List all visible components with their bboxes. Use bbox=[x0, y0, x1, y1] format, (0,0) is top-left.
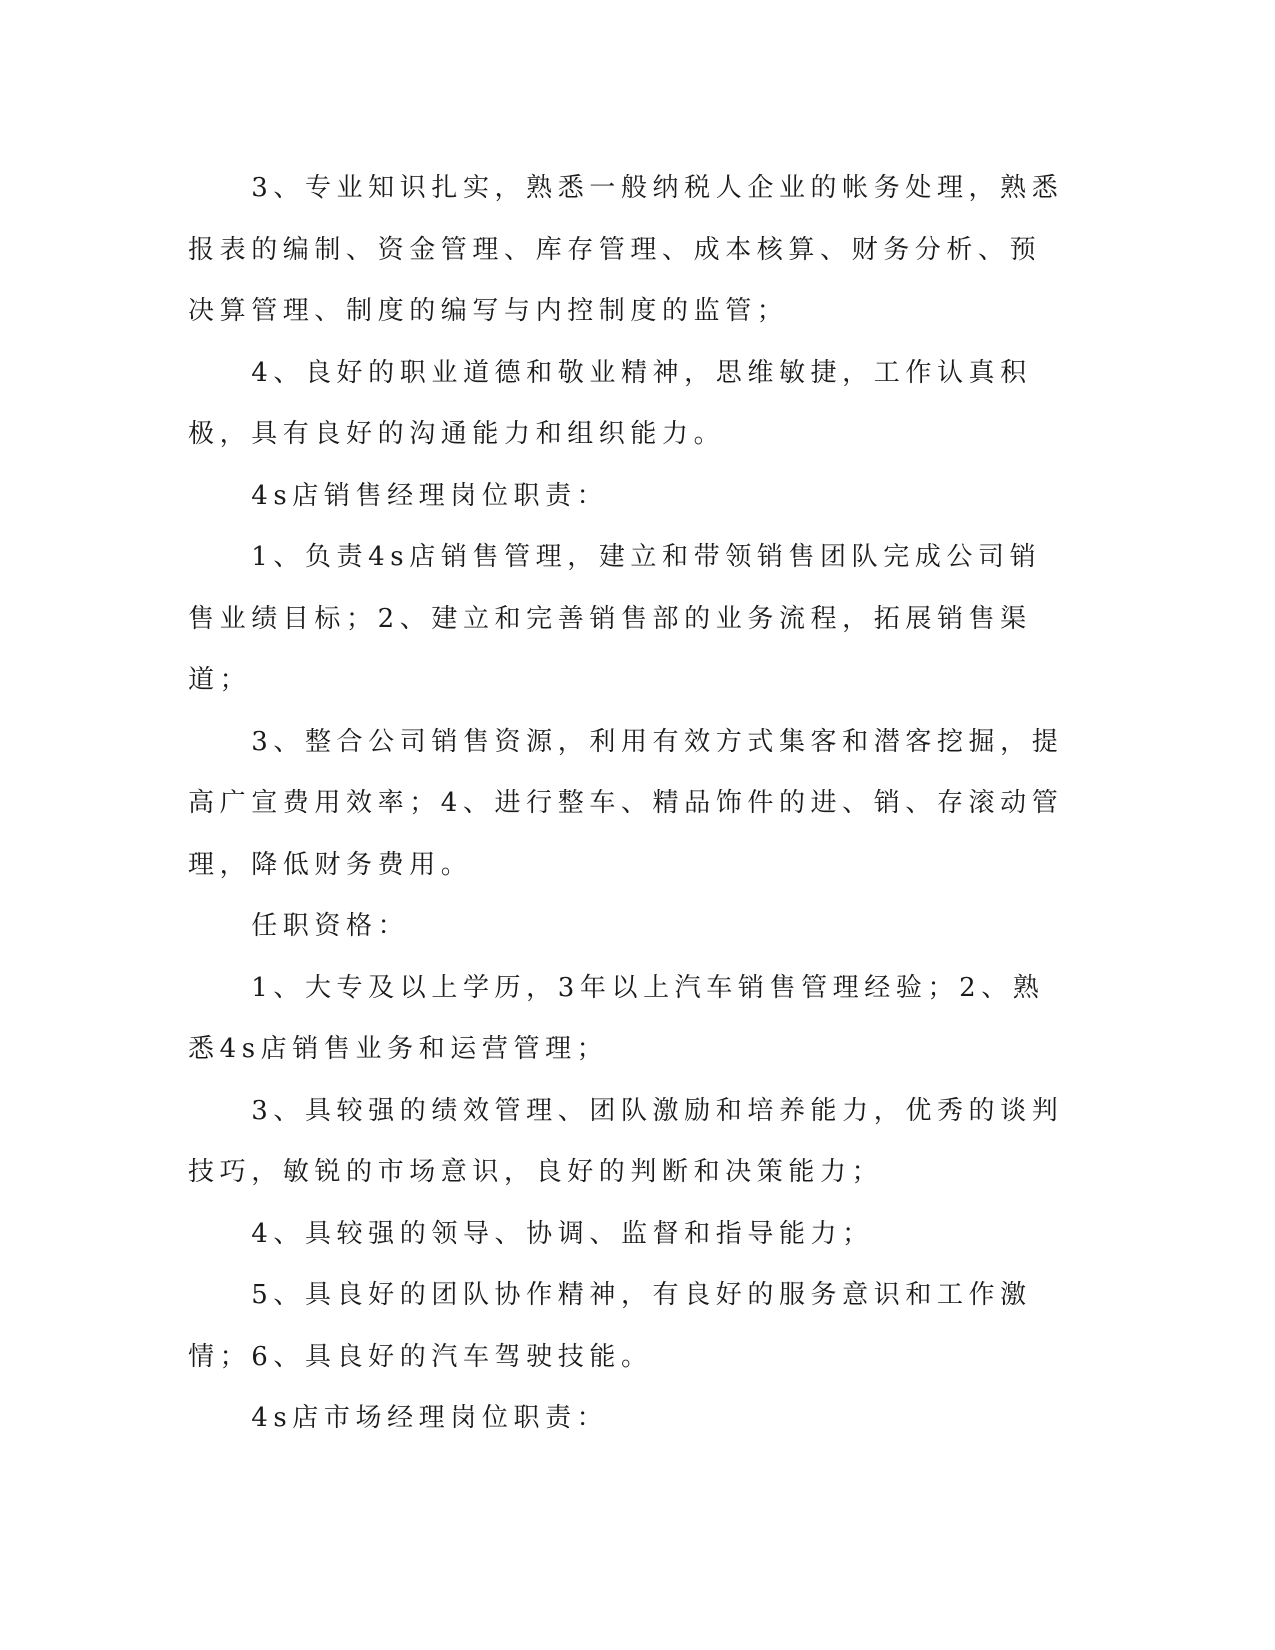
paragraph-education-experience: 1、大专及以上学历，3年以上汽车销售管理经验；2、熟悉4s店销售业务和运营管理； bbox=[188, 972, 1045, 1064]
paragraph-sales-resources: 3、整合公司销售资源，利用有效方式集客和潜客挖掘，提高广宣费用效率；4、进行整车、精品饰件的进、销、存滚动管理，降低财务费用。 bbox=[188, 726, 1064, 880]
heading-qualifications: 任职资格： bbox=[188, 911, 410, 941]
heading-sales-manager-duties: 4s店销售经理岗位职责： bbox=[188, 480, 609, 511]
document-body bbox=[188, 158, 1068, 1450]
paragraph-performance-skills: 3、具较强的绩效管理、团队激励和培养能力，优秀的谈判技巧，敏锐的市场意识，良好的判断和决策能力； bbox=[188, 1095, 1064, 1187]
paragraph-teamwork-driving: 5、具良好的团队协作精神，有良好的服务意识和工作激情；6、具良好的汽车驾驶技能。 bbox=[188, 1280, 1032, 1372]
paragraph-leadership: 4、具较强的领导、协调、监督和指导能力； bbox=[188, 1218, 874, 1249]
paragraph-professional-ethics: 4、良好的职业道德和敬业精神，思维敏捷，工作认真积极，具有良好的沟通能力和组织能力。 bbox=[188, 357, 1032, 449]
paragraph-sales-management: 1、负责4s店销售管理，建立和带领销售团队完成公司销售业绩目标；2、建立和完善销售部的业务流程，拓展销售渠道； bbox=[188, 542, 1042, 695]
paragraph-accounting-knowledge: 3、专业知识扎实，熟悉一般纳税人企业的帐务处理，熟悉报表的编制、资金管理、库存管理、成本核算、财务分析、预决算管理、制度的编写与内控制度的监管； bbox=[188, 173, 1064, 326]
heading-marketing-manager-duties: 4s店市场经理岗位职责： bbox=[188, 1403, 609, 1433]
